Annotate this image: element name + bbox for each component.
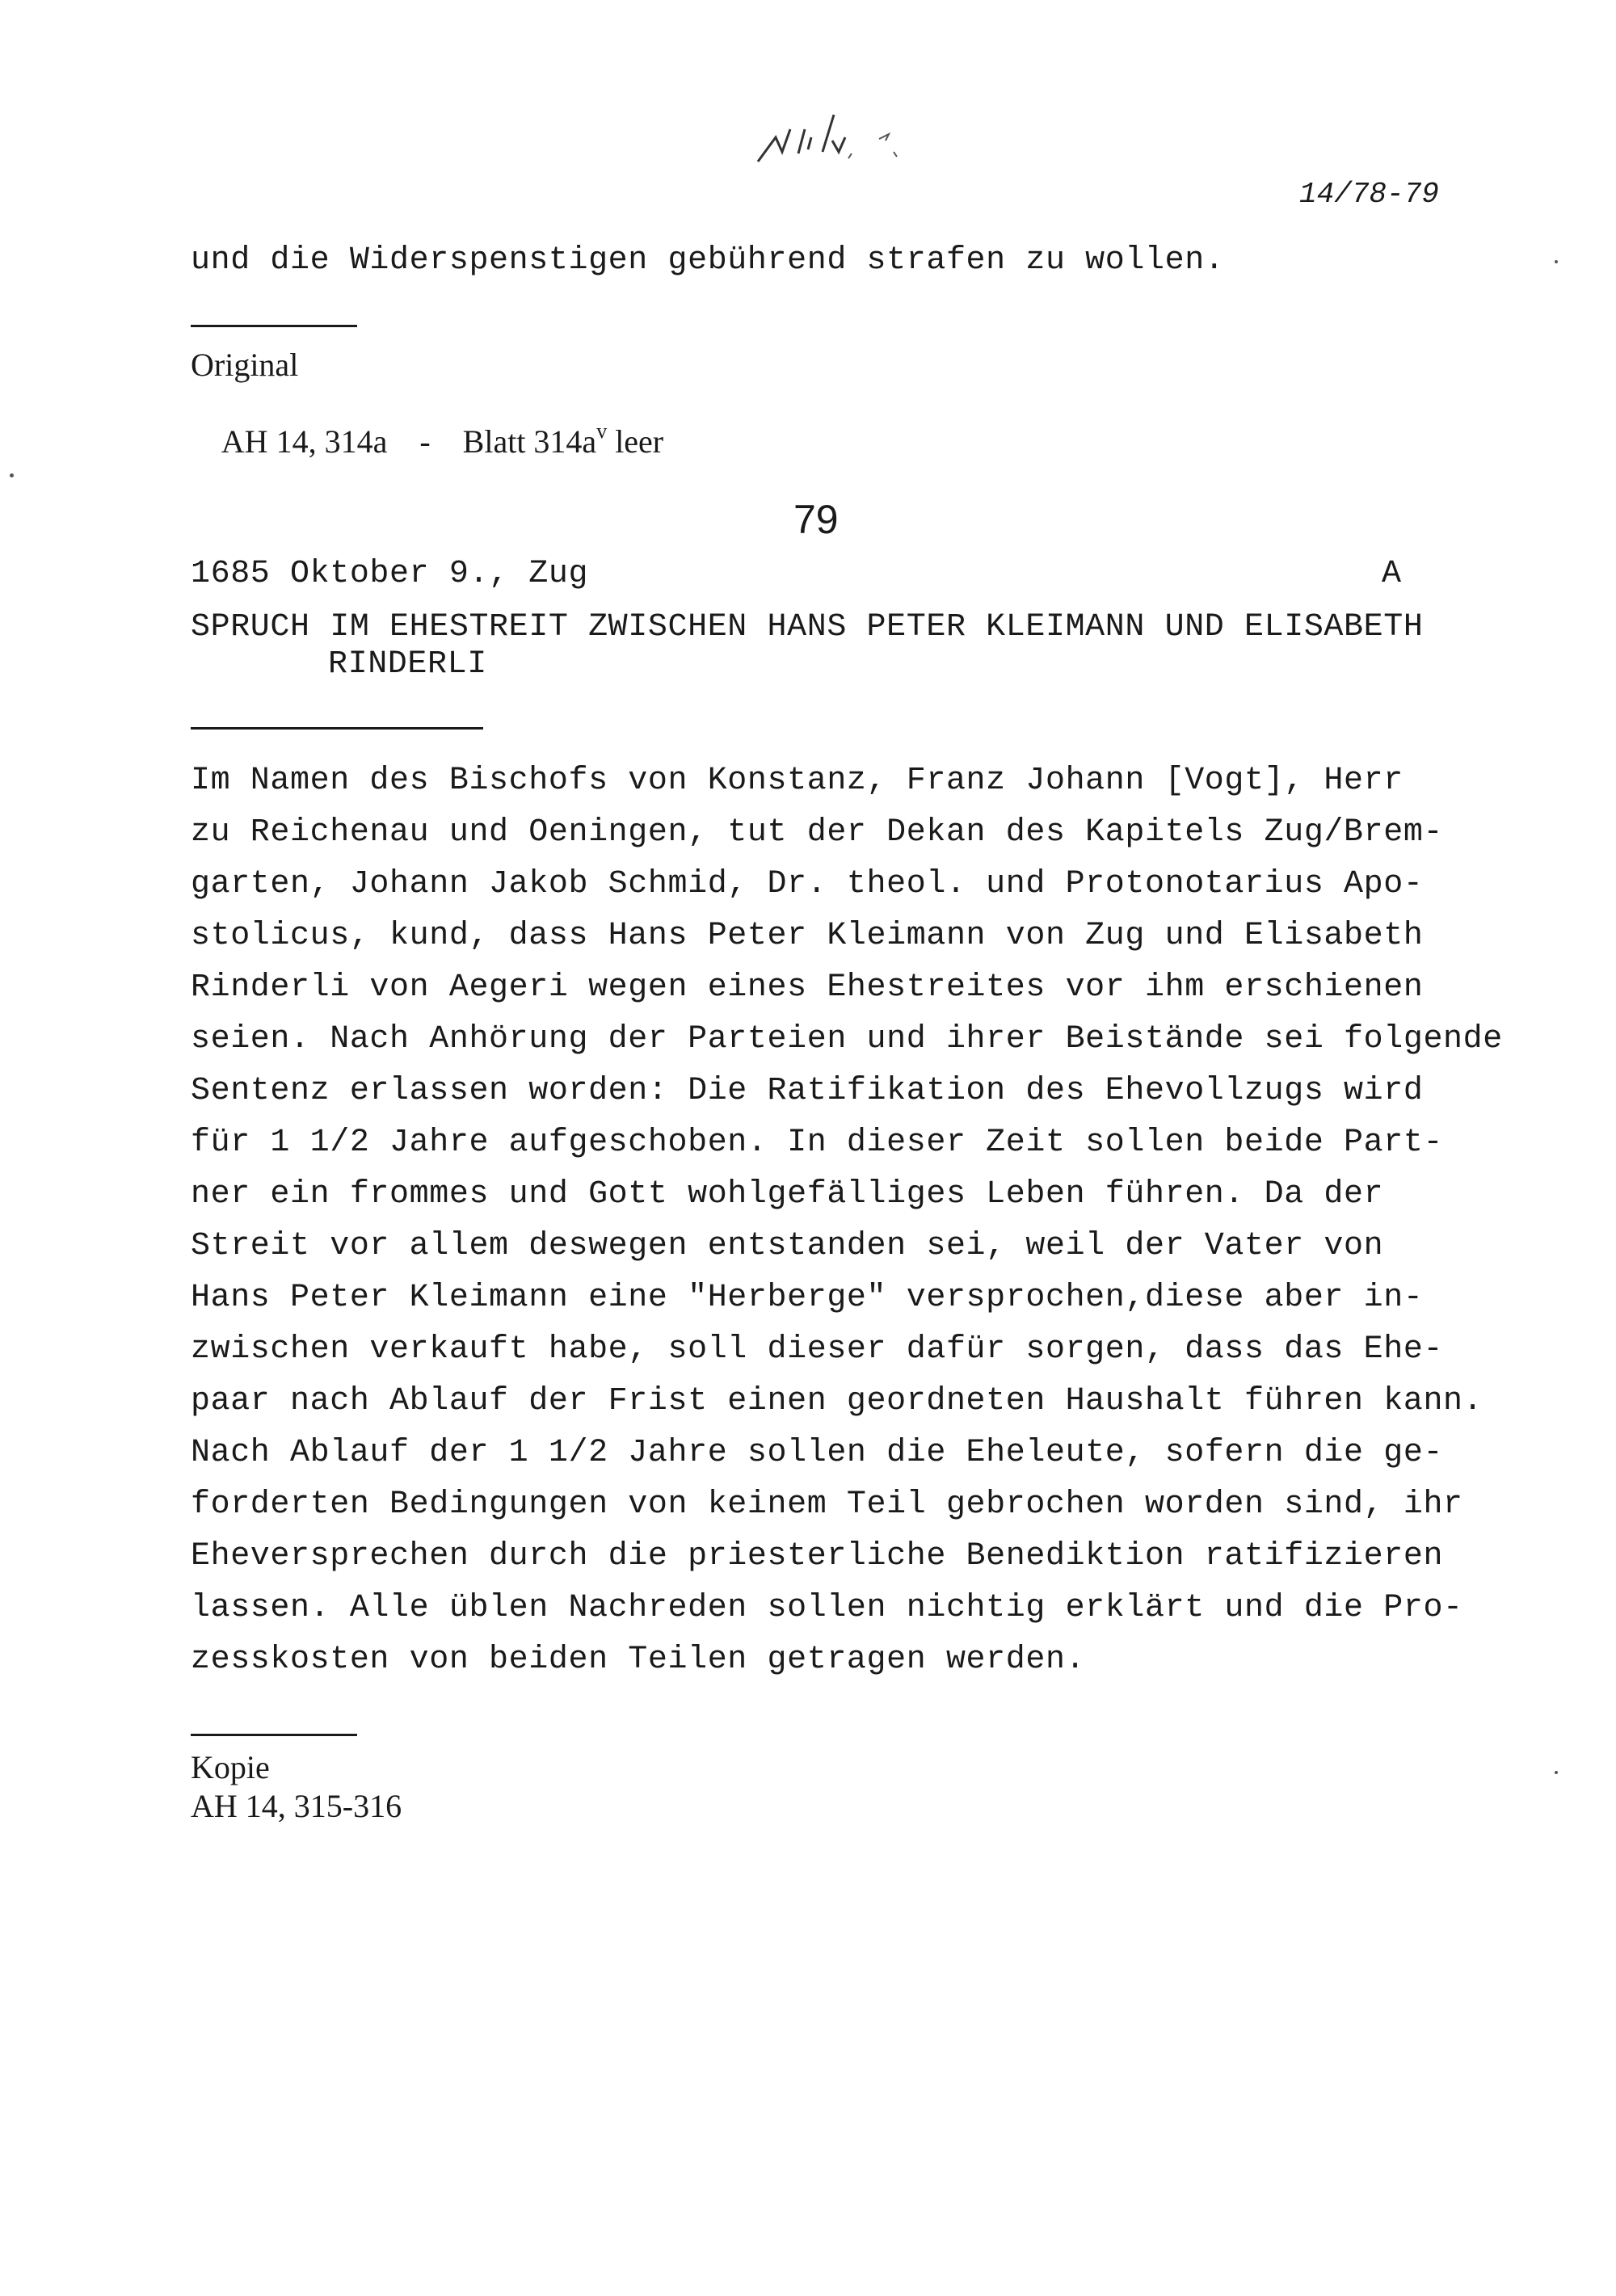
source-reference-original [191, 385, 663, 498]
body-line: Rinderli von Aegeri wegen eines Ehestreites vor ihm erschienen [191, 969, 1424, 1006]
source-note-superscript: v [596, 419, 608, 443]
entry-title-line-1: SPRUCH IM EHESTREIT ZWISCHEN HANS PETER KLEIMANN UND ELISABETH [191, 609, 1424, 645]
entry-title-line-2: RINDERLI [328, 646, 487, 683]
body-line: garten, Johann Jakob Schmid, Dr. theol. und Protonotarius Apo- [191, 866, 1424, 902]
page-reference: 14/78-79 [1299, 178, 1439, 211]
body-line: Nach Ablauf der 1 1/2 Jahre sollen die Eheleute, sofern die ge- [191, 1435, 1444, 1471]
source-type-copy: Kopie [191, 1749, 270, 1785]
source-type-original: Original [191, 347, 299, 383]
previous-entry-closing-text: und die Widerspenstigen gebührend strafen zu wollen. [191, 242, 1225, 279]
body-line: forderten Bedingungen von keinem Teil gebrochen worden sind, ihr [191, 1487, 1463, 1523]
body-line: Hans Peter Kleimann eine "Herberge" versprochen,diese aber in- [191, 1280, 1424, 1316]
entry-letter: A [1382, 556, 1402, 592]
title-divider-rule [191, 727, 483, 730]
entry-date-place: 1685 Oktober 9., Zug [191, 556, 589, 592]
body-line: zesskosten von beiden Teilen getragen werden. [191, 1642, 1086, 1678]
body-line: Im Namen des Bischofs von Konstanz, Franz Johann [Vogt], Herr [191, 763, 1403, 799]
source-note: Blatt 314a [462, 423, 597, 460]
body-line: stolicus, kund, dass Hans Peter Kleimann von Zug und Elisabeth [191, 918, 1424, 954]
handwritten-mark [751, 105, 913, 170]
body-line: zwischen verkauft habe, soll dieser dafür sorgen, dass das Ehe- [191, 1331, 1444, 1368]
divider-rule [191, 325, 357, 327]
scan-speck [1555, 260, 1558, 263]
source-ref: AH 14, 314a [221, 423, 388, 460]
body-line: zu Reichenau und Oeningen, tut der Dekan des Kapitels Zug/Brem- [191, 814, 1444, 851]
body-line: Streit vor allem deswegen entstanden sei, weil der Vater von [191, 1228, 1384, 1264]
body-line: paar nach Ablauf der Frist einen geordneten Haushalt führen kann. [191, 1383, 1483, 1419]
copy-divider-rule [191, 1734, 357, 1736]
body-line: Sentenz erlassen worden: Die Ratifikation des Ehevollzugs wird [191, 1073, 1424, 1109]
body-line: ner ein frommes und Gott wohlgefälliges Leben führen. Da der [191, 1176, 1384, 1213]
scan-speck [1555, 1771, 1558, 1774]
body-line: für 1 1/2 Jahre aufgeschoben. In dieser Zeit sollen beide Part- [191, 1125, 1444, 1161]
source-dash: - [419, 423, 431, 460]
body-line: lassen. Alle üblen Nachreden sollen nichtig erklärt und die Pro- [191, 1590, 1463, 1626]
scan-speck [10, 473, 14, 477]
source-reference-copy: AH 14, 315-316 [191, 1788, 402, 1824]
entry-number: 79 [793, 497, 839, 542]
body-line: seien. Nach Anhörung der Parteien und ihrer Beistände sei folgende [191, 1021, 1503, 1058]
body-line: Eheversprechen durch die priesterliche Benediktion ratifizieren [191, 1538, 1444, 1575]
source-note-rest: leer [607, 423, 664, 460]
